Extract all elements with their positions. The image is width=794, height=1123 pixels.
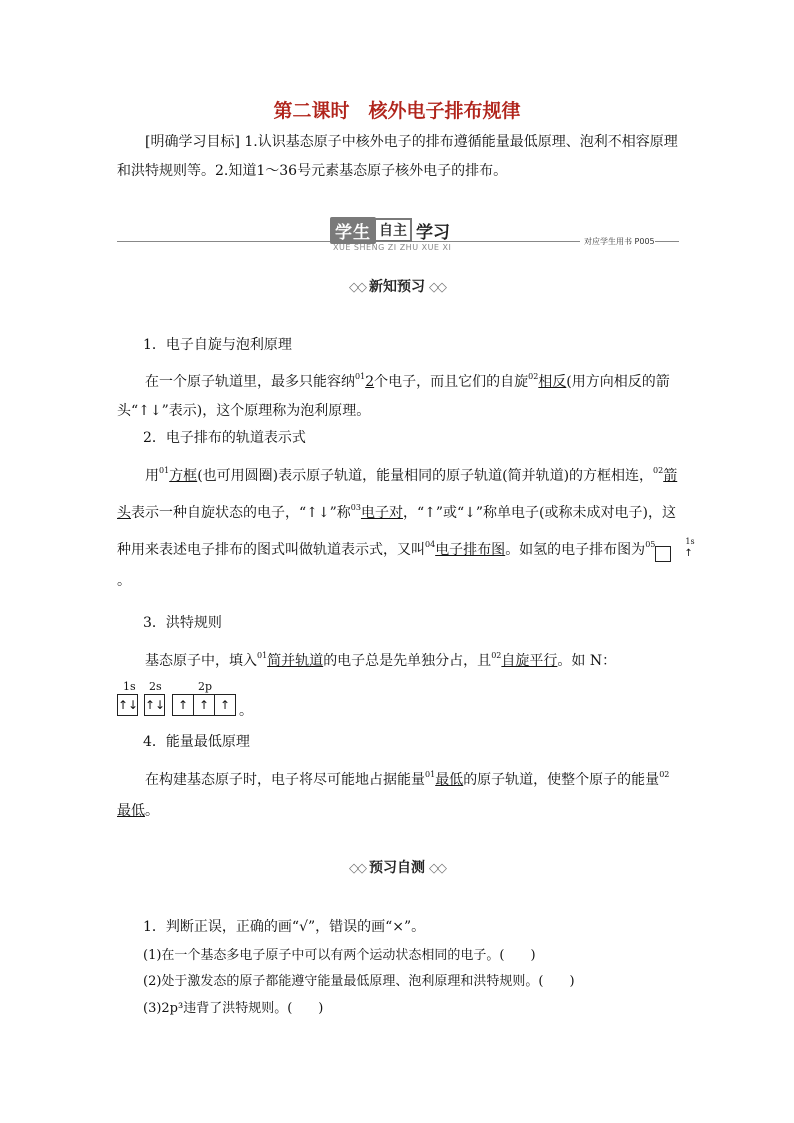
section-heading-text: 新知预习 xyxy=(369,279,425,295)
orbital-cell: ↑↓ xyxy=(145,698,166,712)
text: (也可用圆圈)表示原子轨道，能量相同的原子轨道(简并轨道)的方框相连， xyxy=(197,468,654,484)
answer-blank: 最低 xyxy=(435,772,464,788)
banner-box-2: 自主 xyxy=(374,218,412,242)
item-3-title: 3．洪特规则 xyxy=(143,615,222,631)
orbital-label-2s: 2s xyxy=(149,680,162,693)
hydrogen-orbital-box xyxy=(655,537,695,562)
item-4-title: 4．能量最低原理 xyxy=(143,734,250,750)
quiz-intro: 1．判断正误，正确的画“√”，错误的画“×”。 xyxy=(143,919,426,935)
diamond-deco-right-icon: ◇◇ xyxy=(429,861,445,876)
blank-number: 02 xyxy=(659,770,670,779)
orbital-cell: ↑ xyxy=(173,695,194,715)
blank-number: 02 xyxy=(653,466,664,475)
objectives-text: 1.认识基态原子中核外电子的排布遵循能量最低原理、泡利不相容原理和洪特规则等。2.知道1～36号元素基态原子核外电子的排布。 xyxy=(117,134,678,179)
blank-number: 01 xyxy=(257,651,268,660)
orbital-label: 1s xyxy=(685,537,695,546)
item-2-title: 2．电子排布的轨道表示式 xyxy=(143,430,306,446)
quiz-question-2: (2)处于激发态的原子都能遵守能量最低原理、泡利原理和洪特规则。( ) xyxy=(143,974,575,989)
text: (用方向相反的箭头“↑↓”表示)，这个原理称为泡利原理。 xyxy=(117,374,670,419)
text: 的电子总是先单独分占，且 xyxy=(323,653,492,669)
blank-number: 03 xyxy=(350,503,361,512)
section-banner xyxy=(330,217,450,243)
page-title: 第二课时 核外电子排布规律 xyxy=(273,100,521,122)
orbital-cell: ↑ xyxy=(219,698,231,712)
text: 。 xyxy=(117,573,131,589)
blank-number: 02 xyxy=(528,372,539,381)
quiz-question-1: (1)在一个基态多电子原子中可以有两个运动状态相同的电子。( ) xyxy=(143,948,536,963)
text: 用 xyxy=(145,468,159,484)
answer-blank: 相反 xyxy=(538,374,567,390)
text: ，“↑”或“↓”称单电子(或称未成对电子)，这种用来表述电子排布的图式叫做轨道表示式，又叫 xyxy=(117,505,676,558)
answer-blank: 简并轨道 xyxy=(267,653,324,669)
blank-number: 04 xyxy=(425,540,436,549)
item-1-body xyxy=(117,362,679,426)
item-3-body xyxy=(117,641,679,676)
text: 个电子，而且它们的自旋 xyxy=(374,374,529,390)
blank-number: 01 xyxy=(355,372,366,381)
answer-blank: 最低 xyxy=(117,803,145,819)
quiz-question-3: (3)2p³违背了洪特规则。( ) xyxy=(143,1001,324,1016)
text: 。 xyxy=(145,803,159,819)
banner-box-1: 学生 xyxy=(330,217,376,244)
text: 表示一种自旋状态的电子，“↑↓”称 xyxy=(131,505,351,521)
answer-blank: 2 xyxy=(365,374,375,390)
diamond-deco-left-icon: ◇◇ xyxy=(349,861,365,876)
spin-arrow: ↑ xyxy=(684,548,693,559)
orbital-label-2p: 2p xyxy=(198,680,213,693)
item-1-title: 1．电子自旋与泡利原理 xyxy=(143,337,292,353)
orbital-cell: ↑ xyxy=(194,695,215,715)
blank-number: 01 xyxy=(425,770,436,779)
diamond-deco-left-icon: ◇◇ xyxy=(349,280,365,295)
orbital-period: 。 xyxy=(239,703,253,719)
orbital-box-2s xyxy=(144,694,165,716)
text: 。如氢的电子排布图为 xyxy=(505,542,646,558)
orbital-box-1s xyxy=(117,694,138,716)
text: 基态原子中，填入 xyxy=(145,653,257,669)
answer-blank: 电子排布图 xyxy=(435,542,506,558)
orbital-cell: ↑↓ xyxy=(118,698,139,712)
text: 的原子轨道，使整个原子的能量 xyxy=(463,772,660,788)
answer-blank: 电子对 xyxy=(360,505,403,521)
banner-study: 学习 xyxy=(416,222,450,243)
text: 在构建基态原子时，电子将尽可能地占据能量 xyxy=(145,772,425,788)
objectives-label: [明确学习目标] xyxy=(145,134,240,150)
item-4-body xyxy=(117,759,679,827)
banner-pinyin: XUE SHENG ZI ZHU XUE XI xyxy=(333,243,452,252)
text: 。如 N： xyxy=(557,653,617,669)
section-heading-text: 预习自测 xyxy=(369,860,425,876)
learning-objectives xyxy=(117,128,679,186)
section-heading-preview xyxy=(0,276,794,296)
diamond-deco-right-icon: ◇◇ xyxy=(429,280,445,295)
blank-number: 02 xyxy=(491,651,502,660)
section-heading-selftest xyxy=(0,857,794,877)
banner-page-ref: 对应学生用书 P005 xyxy=(580,236,655,247)
blank-number: 01 xyxy=(159,466,170,475)
blank-number: 05 xyxy=(645,540,656,549)
orbital-box-2p xyxy=(172,694,236,716)
answer-blank: 方框 xyxy=(169,468,198,484)
text: 在一个原子轨道里，最多只能容纳 xyxy=(145,374,355,390)
answer-blank: 箭头 xyxy=(117,468,678,521)
item-2-body xyxy=(117,455,695,597)
orbital-label-1s: 1s xyxy=(123,680,136,693)
answer-blank: 自旋平行 xyxy=(501,653,558,669)
